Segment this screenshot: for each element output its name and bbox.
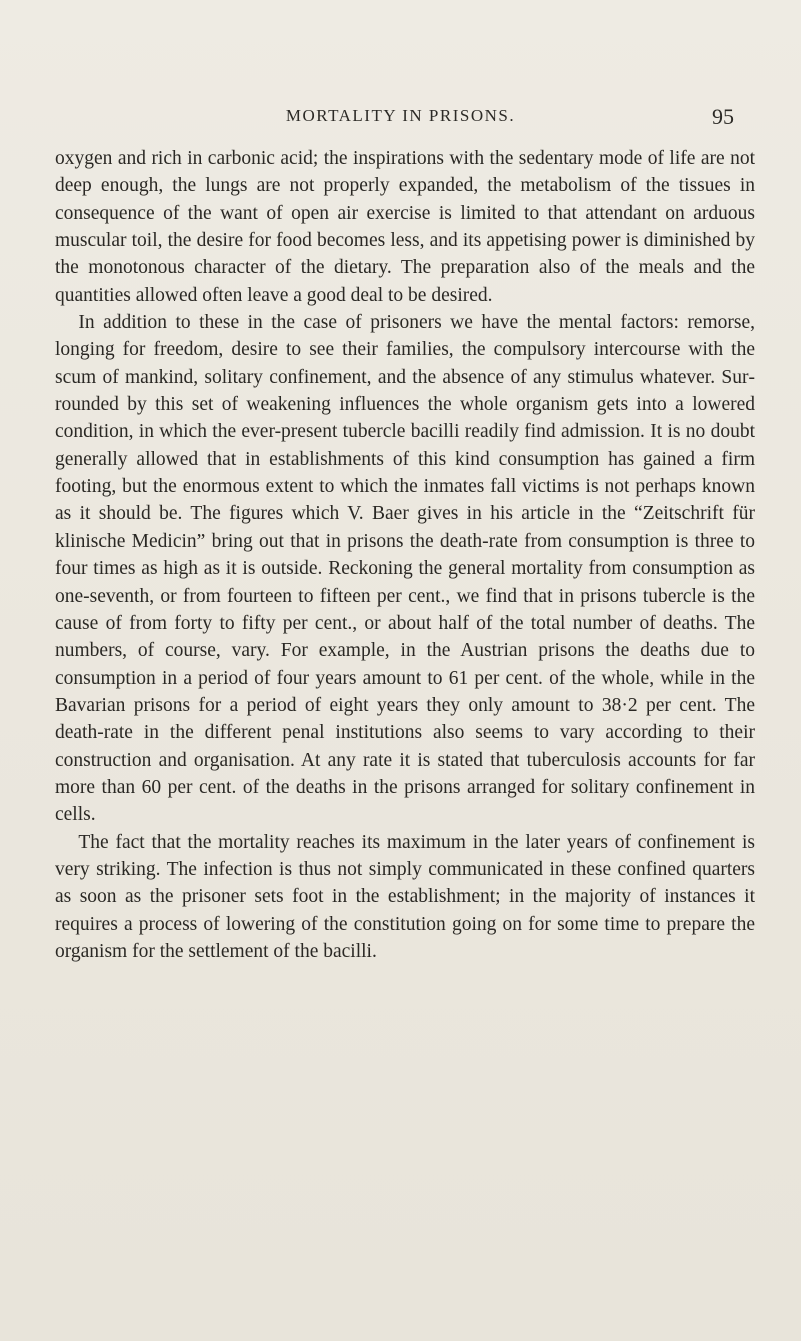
paragraph-maximum-mortality: The fact that the mortality reaches its maximum in the later years of confinement is very striking. The infection is thus not simply communicated in these confined quarters as soon as the prisoner sets foot in the establishment; in the majority of instances it requires a process of lowering of the constitution going on for some time to prepare the organism for the settlement of the bacilli.	[55, 831, 755, 962]
body-text	[55, 145, 755, 965]
paragraph-mental-factors: In addition to these in the case of prisoners we have the mental factors: remorse, longing for freedom, desire to see their families, the compulsory intercourse with the scum of mankind, solitary confinement, and the absence of any stimulus whatever. Surrounded by this set of weakening influences the whole organism gets into a lowered condition, in which the ever-present tubercle bacilli readily find admission. It is no doubt generally allowed that in establishments of this kind consumption has gained a firm footing, but the enormous extent to which the inmates fall victims is not perhaps known as it should be. The figures which V. Baer gives in his article in the “Zeitschrift für klinische Medicin” bring out that in prisons the death-rate from consumption is three to four times as high as it is outside. Reckoning the general mortality from consumption as one-seventh, or from fourteen to fifteen per cent., we find that in prisons tubercle is the cause of from forty to fifty per cent., or about half of the total number of deaths. The numbers, of course, vary. For example, in the Austrian prisons the deaths due to consumption in a period of four years amount to 61 per cent. of the whole, while in the Bavarian prisons for a period of eight years they only amount to 38·2 per cent. The death-rate in the different penal institutions also seems to vary according to their construction and organisation. At any rate it is stated that tuberculosis accounts for far more than 60 per cent. of the deaths in the prisons arranged for solitary confinement in cells.	[55, 312, 755, 826]
running-title: MORTALITY IN PRISONS.	[285, 106, 516, 125]
running-head	[0, 106, 801, 136]
page-number: 95	[712, 104, 734, 129]
paragraph-continued: oxygen and rich in carbonic acid; the inspirations with the sedentary mode of life are not deep enough, the lungs are not properly expanded, the metabolism of the tissues in consequence of the want of open air exercise is limited to that attendant on arduous muscular toil, the desire for food becomes less, and its appetising power is diminished by the monotonous character of the dietary. The preparation also of the meals and the quantities allowed often leave a good deal to be desired.	[55, 148, 755, 306]
